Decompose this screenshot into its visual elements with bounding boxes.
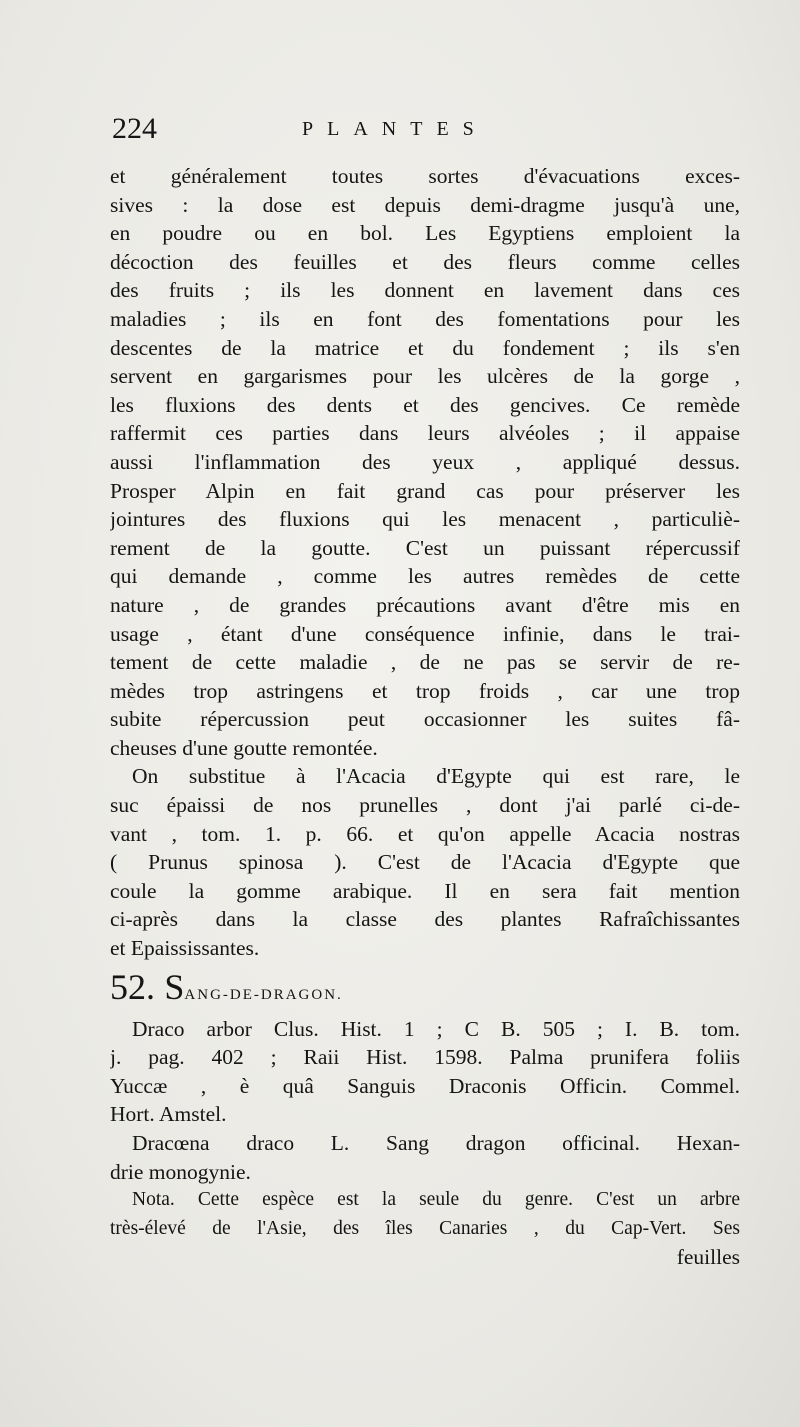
text-line: qui demande , comme les autres remèdes de cette: [110, 564, 740, 589]
text-line: cheuses d'une goutte remontée.: [110, 735, 378, 760]
text-line: Nota. Cette espèce est la seule du genre. C'est un arbre: [132, 1189, 740, 1211]
text-line: usage , étant d'une conséquence infinie, dans le trai-: [110, 621, 740, 646]
text-line: et Epaississantes.: [110, 936, 260, 961]
text-line: décoction des feuilles et des fleurs comme celles: [110, 249, 740, 274]
text-line: jointures des fluxions qui les menacent , particuliè-: [110, 507, 740, 532]
text-line: coule la gomme arabique. Il en sera fait mention: [110, 878, 740, 903]
linnaean-name-paragraph: [110, 1129, 740, 1186]
section-title: ANG-DE-DRAGON.: [184, 986, 343, 1003]
text-line: Draco arbor Clus. Hist. 1 ; C B. 505 ; I. B. tom.: [132, 1016, 740, 1041]
text-line: aussi l'inflammation des yeux , appliqué dessus.: [110, 449, 740, 474]
paragraph-1: [110, 162, 740, 762]
text-line: maladies ; ils en font des fomentations pour les: [110, 306, 740, 331]
page-header: [112, 112, 712, 152]
text-line: Yuccæ , è quâ Sanguis Draconis Officin. Commel.: [110, 1073, 740, 1098]
page-number: 224: [112, 112, 157, 145]
text-line: j. pag. 402 ; Raii Hist. 1598. Palma prunifera foliis: [110, 1045, 740, 1070]
text-line: ci-après dans la classe des plantes Rafraîchissantes: [110, 907, 740, 932]
catchword: feuilles: [676, 1245, 740, 1270]
text-line: drie monogynie.: [110, 1159, 251, 1184]
text-line: On substitue à l'Acacia d'Egypte qui est rare, le: [132, 764, 740, 789]
section-number: 52.: [110, 966, 155, 1007]
paragraph-2: [110, 762, 740, 962]
section-heading: [110, 966, 740, 1015]
text-line: des fruits ; ils les donnent en lavement dans ces: [110, 278, 740, 303]
text-line: descentes de la matrice et du fondement ; ils s'en: [110, 335, 740, 360]
text-line: Dracœna draco L. Sang dragon officinal. Hexan-: [132, 1131, 740, 1155]
text-line: mèdes trop astringens et trop froids , car une trop: [110, 678, 740, 703]
text-line: les fluxions des dents et des gencives. Ce remède: [110, 392, 740, 417]
synonymy-paragraph: [110, 1015, 740, 1129]
section-title-initial: S: [164, 966, 185, 1007]
text-line: tement de cette maladie , de ne pas se servir de re-: [110, 650, 740, 675]
body-text: [110, 162, 740, 1272]
text-line: et généralement toutes sortes d'évacuations exces-: [110, 164, 740, 188]
text-line: en poudre ou en bol. Les Egyptiens emploient la: [110, 221, 740, 246]
text-line: servent en gargarismes pour les ulcères de la gorge ,: [110, 364, 740, 389]
text-line: nature , de grandes précautions avant d'être mis en: [110, 592, 740, 617]
text-line: vant , tom. 1. p. 66. et qu'on appelle Acacia nostras: [110, 821, 740, 846]
text-line: Hort. Amstel.: [110, 1102, 227, 1127]
text-line: Prosper Alpin en fait grand cas pour préserver les: [110, 478, 740, 503]
text-line: suc épaissi de nos prunelles , dont j'ai parlé ci-de-: [110, 793, 740, 818]
nota-paragraph: [110, 1186, 740, 1243]
text-line: sives : la dose est depuis demi-dragme jusqu'à une,: [110, 192, 740, 217]
text-line: très-élevé de l'Asie, des îles Canaries , du Cap-Vert. Ses: [110, 1217, 740, 1239]
text-line: rement de la goutte. C'est un puissant répercussif: [110, 535, 740, 560]
text-line: ( Prunus spinosa ). C'est de l'Acacia d'Egypte que: [110, 850, 740, 875]
text-line: raffermit ces parties dans leurs alvéoles ; il appaise: [110, 421, 740, 446]
text-line: subite répercussion peut occasionner les suites fâ-: [110, 707, 740, 732]
running-title: PLANTES: [302, 118, 488, 140]
